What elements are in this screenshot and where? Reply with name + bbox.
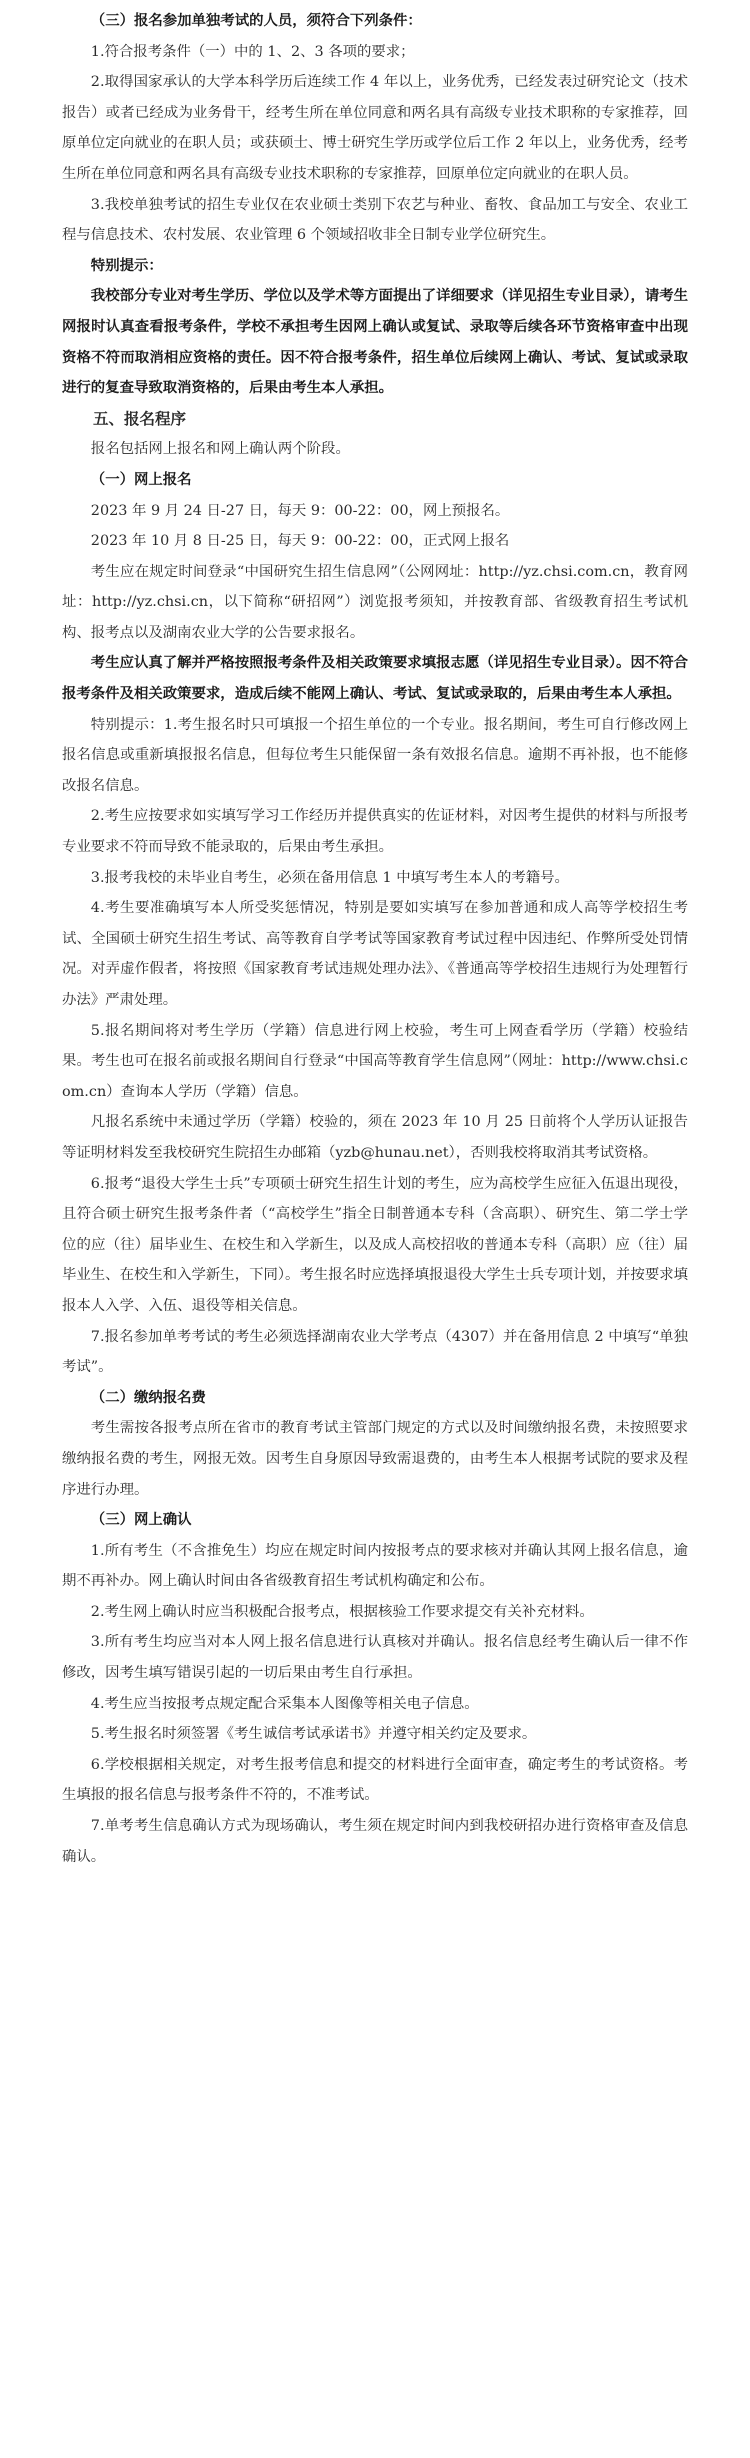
paragraph: 5.考生报名时须签署《考生诚信考试承诺书》并遵守相关约定及要求。 (90, 1726, 537, 1743)
paragraph: 2.考生应按要求如实填写学习工作经历并提供真实的佐证材料，对因考生提供的材料与所报考专业要求不符而导致不能录取的，后果由考生承担。 (62, 808, 688, 856)
subsection-heading-online-confirmation: （三）网上确认 (90, 1511, 192, 1529)
paragraph: 2.取得国家承认的大学本科学历后连续工作 4 年以上，业务优秀，已经发表过研究论文（技术报告）或者已经成为业务骨干，经考生所在单位同意和两名具有高级专业技术职称的专家推荐，回原单位定向就业的在职人员；或获硕士、博士研究生学历或学位后工作 2 年以上，业务优秀，经考生所在单位同意和两名具有高级专业技术职称的专家推荐，回原单位定向就业的在职人员。 (62, 74, 688, 182)
paragraph: 7.单考考生信息确认方式为现场确认，考生须在规定时间内到我校研招办进行资格审查及信息确认。 (62, 1818, 688, 1865)
paragraph: 4.考生应当按报考点规定配合采集本人图像等相关电子信息。 (90, 1695, 479, 1712)
section-heading-single-exam-conditions: （三）报名参加单独考试的人员，须符合下列条件： (90, 12, 422, 29)
paragraph: 3.我校单独考试的招生专业仅在农业硕士类别下农艺与种业、畜牧、食品加工与安全、农业工程与信息技术、农村发展、农业管理 6 个领域招收非全日制专业学位研究生。 (62, 196, 688, 244)
paragraph: 2023 年 10 月 8 日-25 日，每天 9：00-22：00，正式网上报名 (90, 533, 510, 550)
paragraph: 6.报考“退役大学生士兵”专项硕士研究生招生计划的考生，应为高校学生应征入伍退出现役，且符合硕士研究生报考条件者（“高校学生”指全日制普通本专科（含高职）、研究生、第二学士学位的应（往）届毕业生、在校生和入学新生，以及成人高校招收的普通本专科（高职）应（往）届毕业生、在校生和入学新生，下同）。考生报名时应选择填报退役大学生士兵专项计划，并按要求填报本人入学、入伍、退役等相关信息。 (62, 1175, 688, 1314)
paragraph: 考生应在规定时间登录“中国研究生招生信息网”（公网网址：http://yz.chsi.com.cn，教育网址：http://yz.chsi.cn，以下简称“研招网”）浏览报考须知，并按教育部、省级教育招生考试机构、报考点以及湖南农业大学的公告要求报名。 (62, 563, 688, 641)
paragraph: 报名包括网上报名和网上确认两个阶段。 (90, 441, 350, 458)
paragraph: 6.学校根据相关规定，对考生报考信息和提交的材料进行全面审查，确定考生的考试资格。考生填报的报名信息与报考条件不符的，不准考试。 (62, 1756, 688, 1804)
paragraph: 4.考生要准确填写本人所受奖惩情况，特别是要如实填写在参加普通和成人高等学校招生考试、全国硕士研究生招生考试、高等教育自学考试等国家教育考试过程中因违纪、作弊所受处罚情况。对弄虚作假者，将按照《国家教育考试违规处理办法》、《普通高等学校招生违规行为处理暂行办法》严肃处理。 (62, 900, 688, 1008)
section-heading-registration-procedure: 五、报名程序 (93, 409, 187, 428)
paragraph: 1.符合报考条件（一）中的 1、2、3 各项的要求； (90, 43, 415, 60)
paragraph: 特别提示：1.考生报名时只可填报一个招生单位的一个专业。报名期间，考生可自行修改网上报名信息或重新填报报名信息，但每位考生只能保留一条有效报名信息。逾期不再补报，也不能修改报名信息。 (62, 716, 688, 794)
subsection-heading-fee-payment: （二）缴纳报名费 (90, 1388, 206, 1406)
paragraph: 7.报名参加单考考试的考生必须选择湖南农业大学考点（4307）并在备用信息 2 中填写“单独考试”。 (62, 1328, 688, 1376)
paragraph: 1.所有考生（不含推免生）均应在规定时间内按报考点的要求核对并确认其网上报名信息，逾期不再补办。网上确认时间由各省级教育招生考试机构确定和公布。 (62, 1542, 688, 1590)
paragraph: 2023 年 9 月 24 日-27 日，每天 9：00-22：00，网上预报名。 (90, 502, 510, 519)
paragraph: 3.报考我校的未毕业自考生，必须在备用信息 1 中填写考生本人的考籍号。 (90, 869, 569, 886)
special-notice-heading: 特别提示： (90, 256, 163, 274)
paragraph: 考生需按各报考点所在省市的教育考试主管部门规定的方式以及时间缴纳报名费，未按照要求缴纳报名费的考生，网报无效。因考生自身原因导致需退费的，由考生本人根据考试院的要求及程序进行办理。 (62, 1420, 688, 1498)
bold-notice-paragraph: 考生应认真了解并严格按照报考条件及相关政策要求填报志愿（详见招生专业目录）。因不符合报考条件及相关政策要求，造成后续不能网上确认、考试、复试或录取的，后果由考生本人承担。 (62, 654, 689, 703)
paragraph: 3.所有考生均应当对本人网上报名信息进行认真核对并确认。报名信息经考生确认后一律不作修改，因考生填写错误引起的一切后果由考生自行承担。 (62, 1634, 688, 1682)
paragraph: 2.考生网上确认时应当积极配合报考点，根据核验工作要求提交有关补充材料。 (90, 1603, 594, 1620)
paragraph: 5.报名期间将对考生学历（学籍）信息进行网上校验，考生可上网查看学历（学籍）校验结果。考生也可在报名前或报名期间自行登录“中国高等教育学生信息网”（网址：http://www.chsi.com.cn）查询本人学历（学籍）信息。 (62, 1022, 688, 1100)
bold-notice-paragraph: 我校部分专业对考生学历、学位以及学术等方面提出了详细要求（详见招生专业目录），请考生网报时认真查看报考条件，学校不承担考生因网上确认或复试、录取等后续各环节资格审查中出现资格不符而取消相应资格的责任。因不符合报考条件，招生单位后续网上确认、考试、复试或录取进行的复查导致取消资格的，后果由考生本人承担。 (62, 287, 689, 397)
subsection-heading-online-registration: （一）网上报名 (90, 470, 192, 488)
paragraph: 凡报名系统中未通过学历（学籍）校验的，须在 2023 年 10 月 25 日前将个人学历认证报告等证明材料发至我校研究生院招生办邮箱（yzb@hunau.net），否则我校将取消其考试资格。 (62, 1114, 688, 1161)
